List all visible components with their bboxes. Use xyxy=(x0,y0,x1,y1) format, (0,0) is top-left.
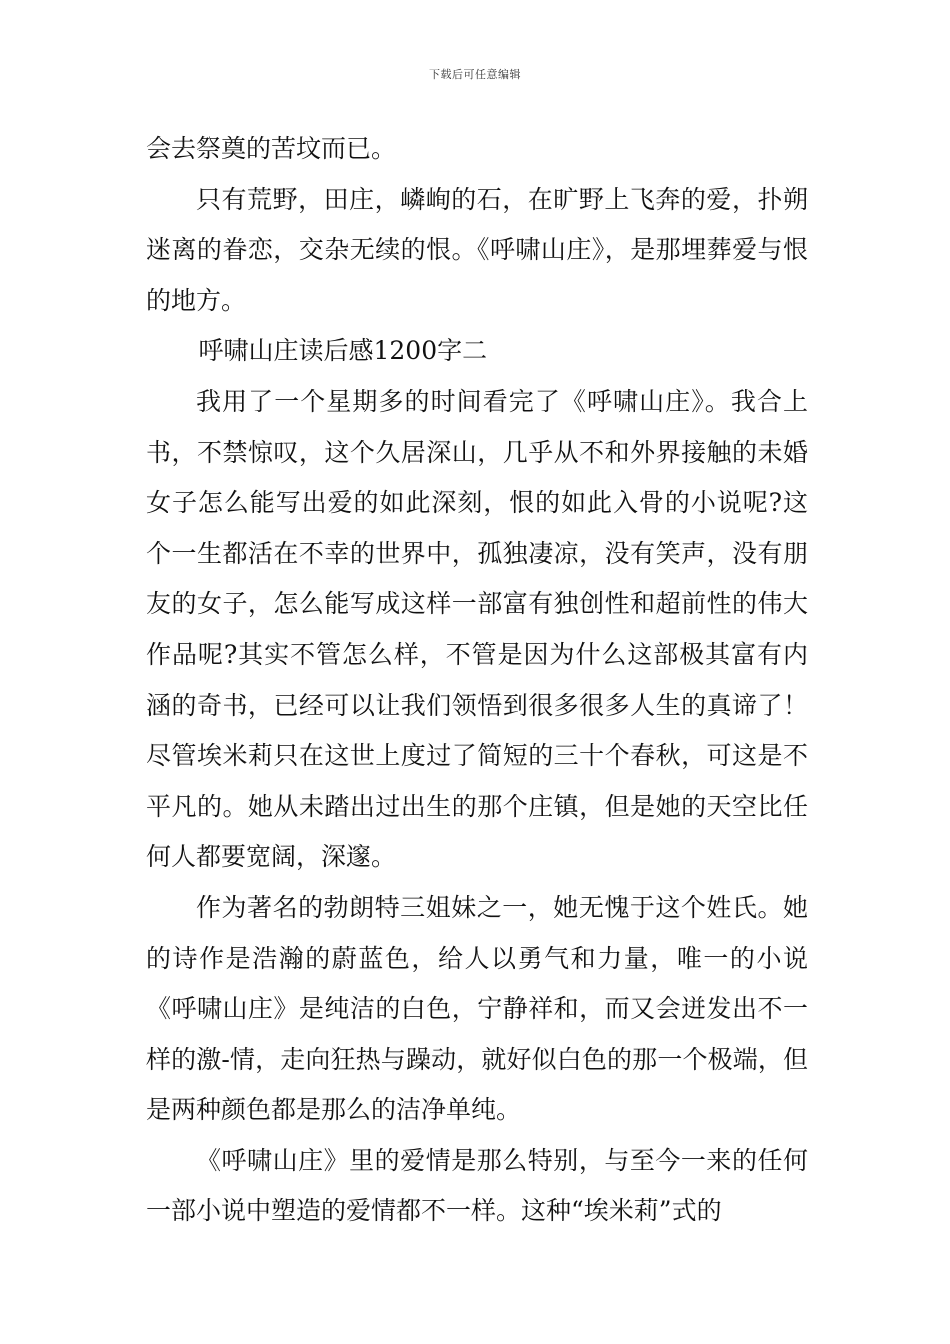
paragraph: 我用了一个星期多的时间看完了《呼啸山庄》。我合上书，不禁惊叹，这个久居深山，几乎从不和外界接触的未婚女子怎么能写出爱的如此深刻，恨的如此入骨的小说呢?这个一生都活在不幸的世界中，孤独凄凉，没有笑声，没有朋友的女子，怎么能写成这样一部富有独创性和超前性的伟大作品呢?其实不管怎么样，不管是因为什么这部极其富有内涵的奇书，已经可以让我们领悟到很多很多人生的真谛了！尽管埃米莉只在这世上度过了简短的三十个春秋，可这是不平凡的。她从未踏出过出生的那个庄镇，但是她的天空比任何人都要宽阔，深邃。 xyxy=(146,386,808,872)
paragraph: 作为著名的勃朗特三姐妹之一，她无愧于这个姓氏。她的诗作是浩瀚的蔚蓝色，给人以勇气和力量，唯一的小说《呼啸山庄》是纯洁的白色，宁静祥和，而又会迸发出不一样的激-情，走向狂热与躁动，就好似白色的那一个极端，但是两种颜色都是那么的洁净单纯。 xyxy=(146,892,808,1125)
paragraph: 只有荒野，田庄，嶙峋的石，在旷野上飞奔的爱，扑朔迷离的眷恋，交杂无续的恨。《呼啸山庄》，是那埋葬爱与恨的地方。 xyxy=(146,184,808,315)
document-body xyxy=(146,124,808,1237)
page-header: 下载后可任意编辑 xyxy=(429,68,521,81)
paragraph: 《呼啸山庄》里的爱情是那么特别，与至今一来的任何一部小说中塑造的爱情都不一样。这种“埃米莉”式的 xyxy=(146,1145,808,1226)
section-heading: 呼啸山庄读后感1200字二 xyxy=(198,336,488,366)
paragraph-continuation: 会去祭奠的苦坟而已。 xyxy=(146,134,397,163)
